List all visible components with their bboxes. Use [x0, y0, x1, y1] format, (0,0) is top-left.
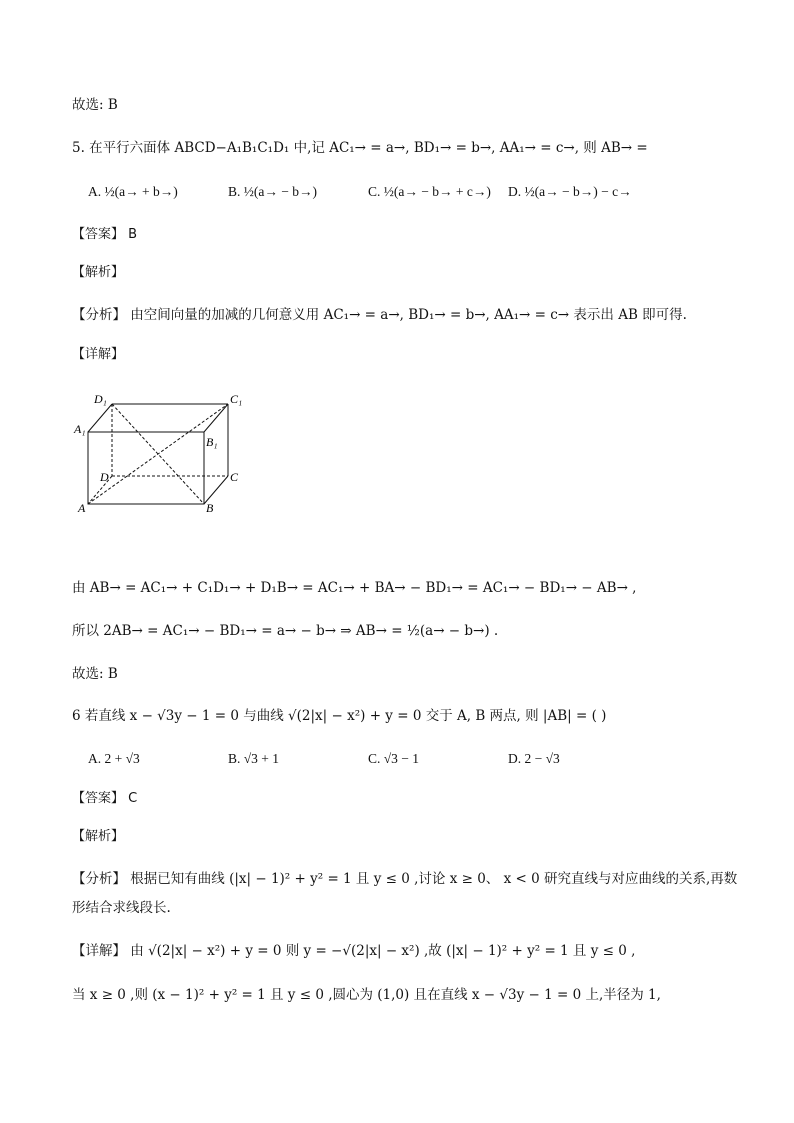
q6-analysis-line2: 形结合求线段长.: [72, 900, 171, 916]
q6-detail-line2: 当 x ≥ 0 ,则 (x − 1)² + y² = 1 且 y ≤ 0 ,圆心为 (1,0) 且在直线 x − √3y − 1 = 0 上,半径为 1,: [72, 987, 661, 1003]
q5-option-b: B. ½(a→ − b→): [228, 184, 317, 199]
q5-option-a: A. ½(a→ + b→): [88, 184, 178, 199]
label-d1: D₁: [94, 392, 107, 406]
q6-option-b: B. √3 + 1: [228, 751, 280, 766]
q5-choice: 故选: B: [72, 666, 118, 682]
q5-step1: 由 AB→ = AC₁→ + C₁D₁→ + D₁B→ = AC₁→ + BA→ − BD₁→ = AC₁→ − BD₁→ − AB→ ,: [72, 580, 637, 596]
q5-stem: 5. 在平行六面体 ABCD−A₁B₁C₁D₁ 中,记 AC₁→ = a→, BD₁→ = b→, AA₁→ = c→, 则 AB→ =: [72, 140, 648, 156]
q6-option-d: D. 2 − √3: [508, 751, 560, 766]
prev-choice: 故选: B: [72, 97, 118, 113]
q6-option-c: C. √3 − 1: [368, 751, 420, 766]
q5-detail-head: 【详解】: [72, 347, 125, 362]
q5-option-d: D. ½(a→ − b→) − c→: [508, 184, 632, 199]
label-a1: A₁: [74, 422, 86, 436]
q5-step2: 所以 2AB→ = AC₁→ − BD₁→ = a→ − b→ ⇒ AB→ = ½(a→ − b→) .: [72, 623, 499, 639]
label-c: C: [230, 470, 239, 484]
q5-option-c: C. ½(a→ − b→ + c→): [368, 184, 491, 199]
q5-analysis-head: 【解析】: [72, 265, 125, 280]
label-d: D: [100, 470, 109, 484]
label-b: B: [206, 501, 214, 515]
q6-detail: 【详解】 由 √(2|x| − x²) + y = 0 则 y = −√(2|x| − x²) ,故 (|x| − 1)² + y² = 1 且 y ≤ 0 ,: [72, 943, 636, 959]
q5-analysis: 【分析】 由空间向量的加减的几何意义用 AC₁→ = a→, BD₁→ = b→, AA₁→ = c→ 表示出 AB 即可得.: [72, 307, 687, 323]
q6-stem: 6 若直线 x − √3y − 1 = 0 与曲线 √(2|x| − x²) + y = 0 交于 A, B 两点, 则 |AB| = ( ): [72, 708, 607, 724]
parallelepiped-figure: [72, 388, 252, 518]
q6-analysis-head: 【解析】: [72, 829, 125, 844]
label-c1: C₁: [230, 392, 243, 406]
q6-answer: 【答案】 C: [72, 791, 138, 806]
q5-answer: 【答案】 B: [72, 227, 138, 242]
label-b1: B₁: [206, 435, 218, 449]
q6-analysis-line1: 【分析】 根据已知有曲线 (|x| − 1)² + y² = 1 且 y ≤ 0 ,讨论 x ≥ 0、 x < 0 研究直线与对应曲线的关系,再数: [72, 871, 738, 887]
q6-option-a: A. 2 + √3: [88, 751, 140, 766]
label-a: A: [78, 501, 86, 515]
